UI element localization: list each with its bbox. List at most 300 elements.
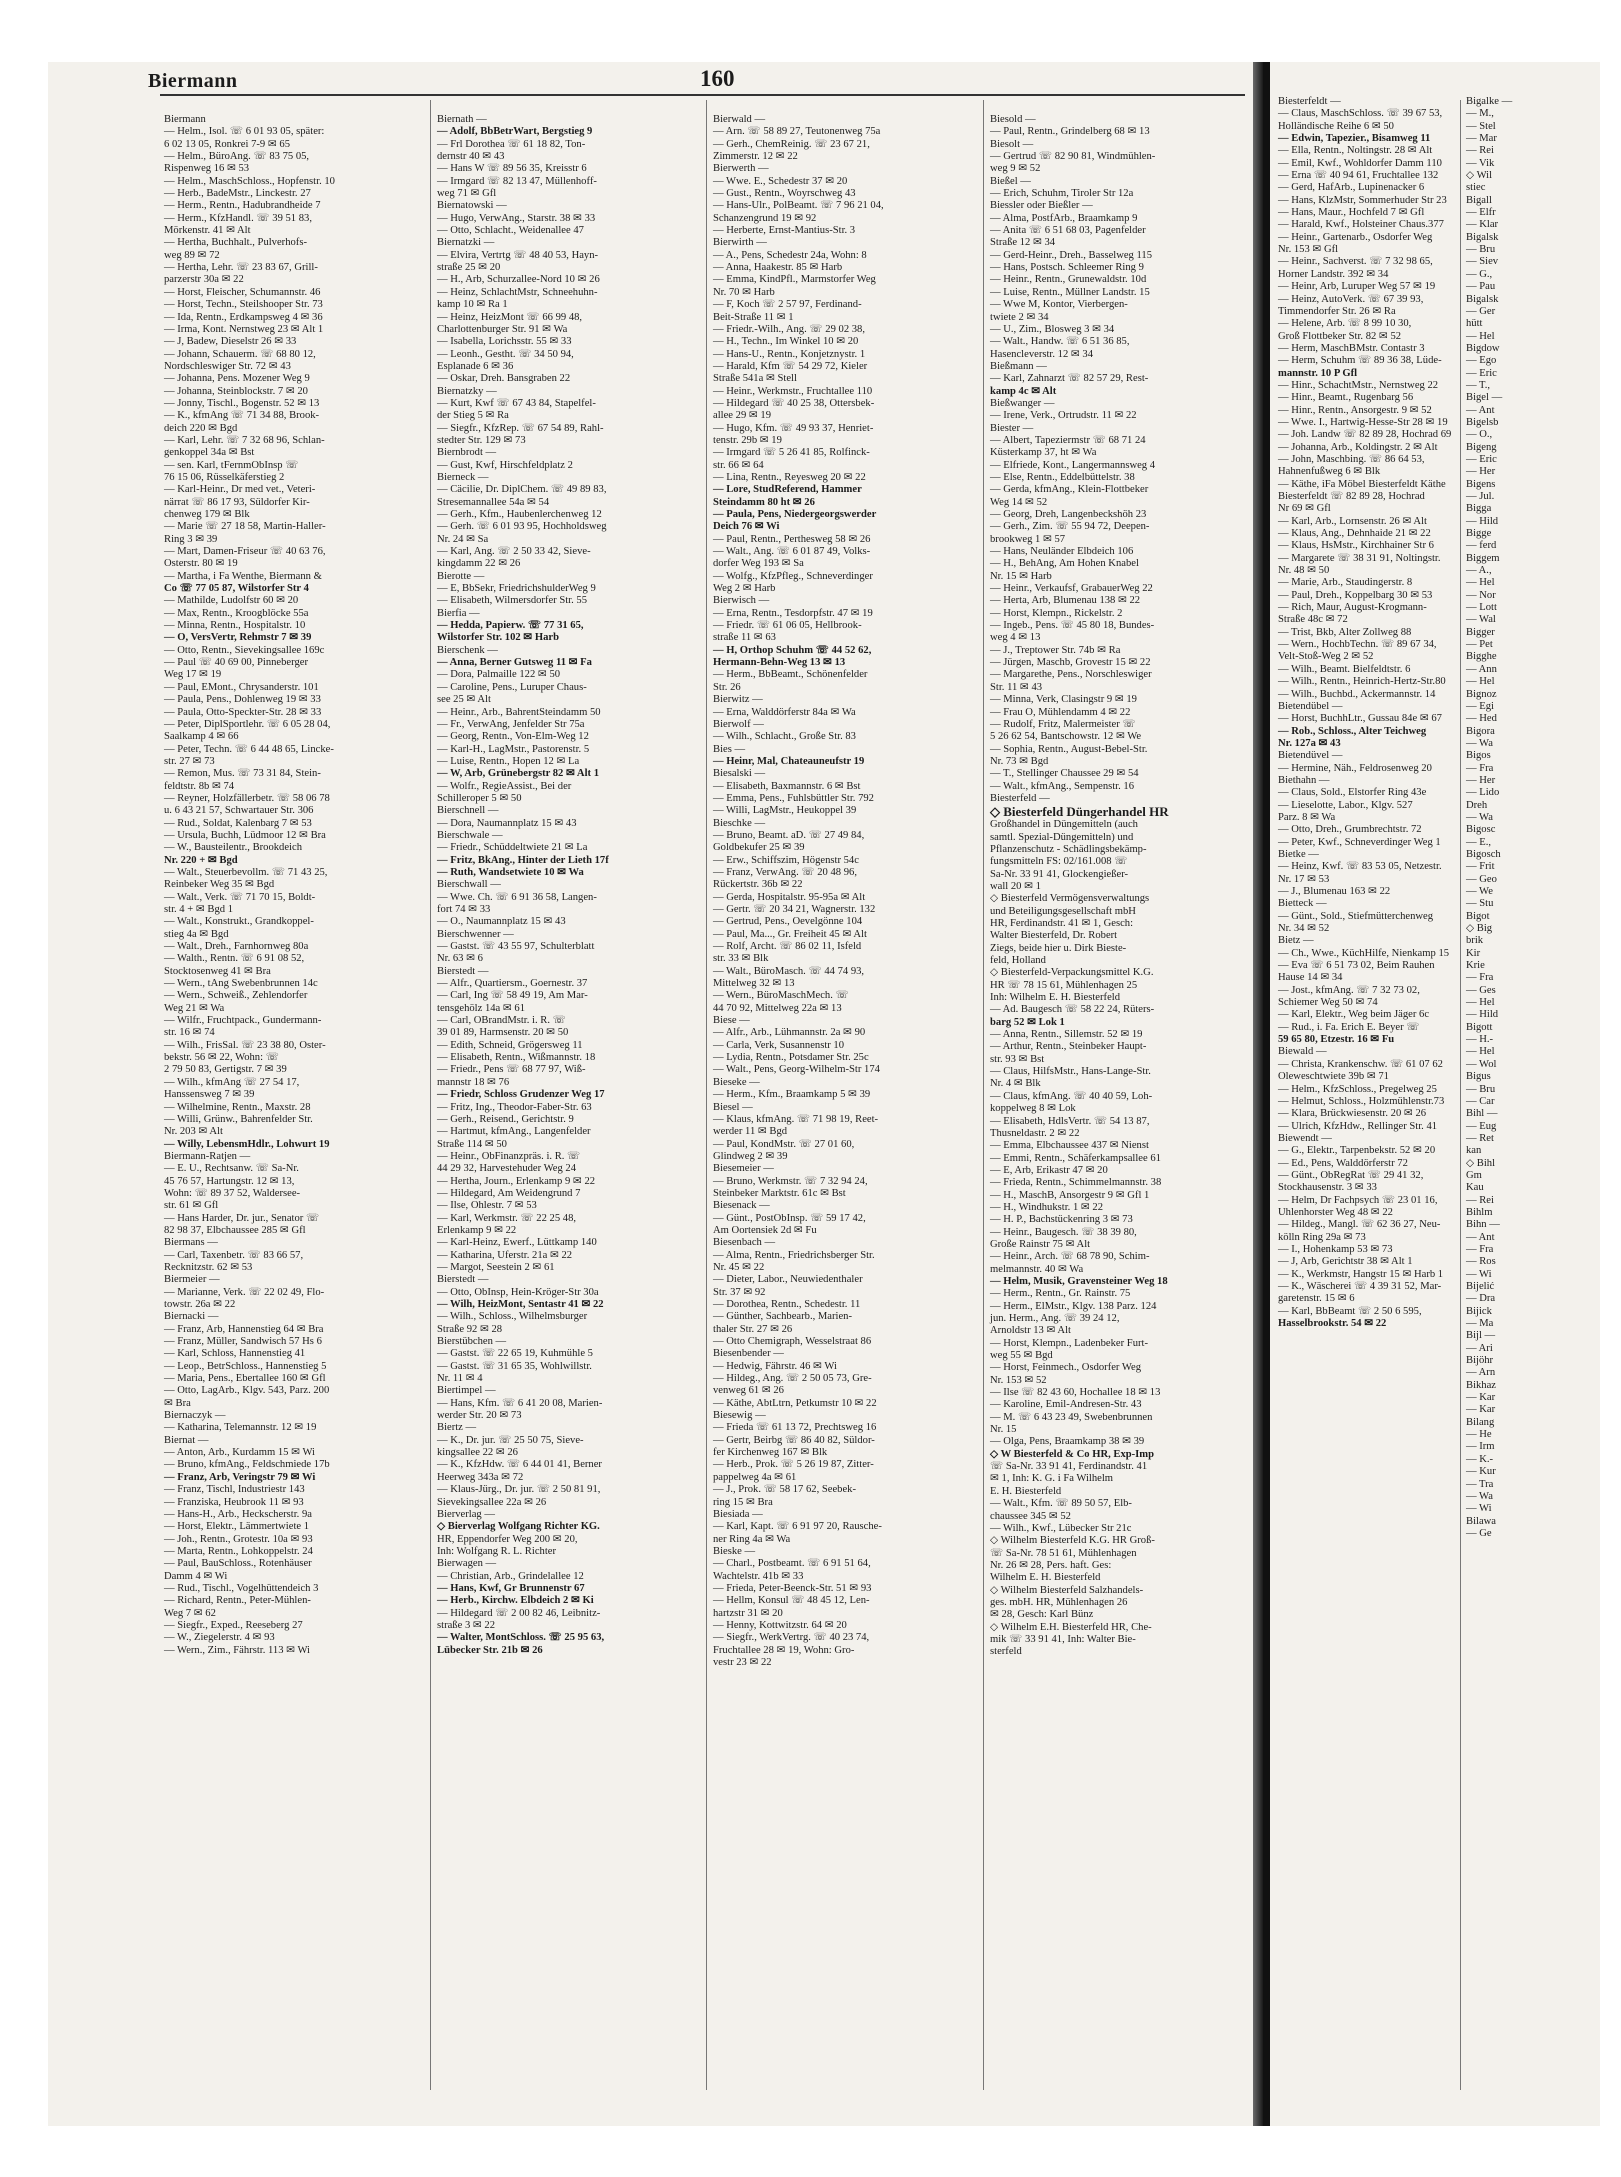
directory-entry-line: — Paul, Rentn., Grindelberg 68 ✉ 13 [990, 126, 1150, 138]
directory-entry-line: Sievekingsallee 22a ✉ 26 [437, 1496, 547, 1508]
directory-entry-line: — Richard, Rentn., Peter-Mühlen- [164, 1595, 311, 1607]
directory-entry-line: Inh: Wilhelm E. H. Biesterfeld [990, 992, 1121, 1004]
directory-entry-line: Bierwitz — [713, 694, 763, 706]
directory-entry-line: Bierwisch — [713, 595, 770, 607]
directory-entry-line: bekstr. 56 ✉ 22, Wohn: ☏ [164, 1052, 279, 1064]
directory-entry-line: Biesenack — [713, 1200, 770, 1212]
directory-entry-line: Rückertstr. 36b ✉ 22 [713, 879, 803, 891]
directory-entry-line: Bigelsb [1466, 416, 1499, 428]
directory-entry-line: — Walt., Pens, Georg-Wilhelm-Str 174 [713, 1064, 880, 1076]
directory-entry-line: — Minna, Verk, Clasingstr 9 ✉ 19 [990, 694, 1137, 706]
directory-entry-line: Biermans — [164, 1237, 218, 1249]
directory-entry-line: — Heinr., Gartenarb., Osdorfer Weg [1278, 231, 1433, 243]
directory-entry-line: — Wilhelmine, Rentn., Maxstr. 28 [164, 1101, 311, 1113]
directory-entry-line: — Gerd, HafArb., Lupinenacker 6 [1278, 182, 1425, 194]
directory-entry-line: — Johanna, Pens. Mozener Weg 9 [164, 373, 310, 385]
directory-entry-line: — Hel [1466, 676, 1495, 688]
directory-entry-line: E. H. Biesterfeld [990, 1485, 1062, 1497]
directory-entry-line: — Heinr., Verkaufsf, GrabauerWeg 22 [990, 583, 1153, 595]
directory-entry-line: — Johanna, Steinblockstr. 7 ✉ 20 [164, 385, 308, 397]
directory-entry-line: Hasencleverstr. 12 ✉ 34 [990, 348, 1094, 360]
directory-entry-line: — Dieter, Labor., Neuwiedenthaler [713, 1274, 863, 1286]
directory-entry-line: Bierwald — [713, 114, 766, 125]
directory-entry-line: — Herm., BbBeamt., Schönenfelder [713, 669, 868, 681]
directory-entry-line: garetenstr. 15 ✉ 6 [1278, 1293, 1355, 1305]
directory-entry-line: — Siev [1466, 256, 1499, 268]
directory-entry-line: — Karl, Elektr., Weg beim Jäger 6c [1278, 1009, 1430, 1021]
directory-entry-line: — Caroline, Pens., Luruper Chaus- [437, 681, 587, 693]
directory-entry-line: — H.- [1466, 1034, 1494, 1046]
directory-entry-line: — Minna, Rentn., Hospitalstr. 10 [164, 620, 306, 632]
directory-entry-line: — Gastst. ☏ 43 55 97, Schulterblatt [437, 941, 595, 953]
directory-entry-line: weg 71 ✉ Gfl [437, 188, 497, 200]
directory-entry-line: 2 79 50 83, Gertigstr. 7 ✉ 39 [164, 1064, 287, 1076]
directory-entry-line: — Walt., Handw. ☏ 6 51 36 85, [990, 336, 1130, 348]
directory-entry-line: str. 33 ✉ Blk [713, 953, 769, 965]
directory-entry-line: — Alfr., Quartiersm., Goernestr. 37 [437, 978, 588, 990]
directory-entry-line: — Paula, Otto-Speckter-Str. 28 ✉ 33 [164, 706, 322, 718]
directory-entry-line: — Ulrich, KfzHdw., Rellinger Str. 41 [1278, 1120, 1438, 1132]
directory-entry-line: — Claus, MaschSchloss. ☏ 39 67 53, [1278, 108, 1443, 120]
directory-entry-line: — Emma, Pens., Fuhlsbüttler Str. 792 [713, 792, 874, 804]
directory-entry-line: ✉ Bra [164, 1397, 191, 1409]
directory-entry-line: Hahnenfußweg 6 ✉ Blk [1278, 466, 1381, 478]
directory-entry-line: — Else, Rentn., Eddelbüttelstr. 38 [990, 471, 1135, 483]
directory-entry-line: Stresemannallee 54a ✉ 54 [437, 496, 550, 508]
directory-entry-line: — Margarete ☏ 38 31 91, Noltingstr. [1278, 552, 1441, 564]
directory-entry-line: — Fra [1466, 972, 1494, 984]
directory-entry-line: fer Kirchenweg 167 ✉ Blk [713, 1447, 828, 1459]
directory-entry-line: — Ros [1466, 1256, 1496, 1268]
directory-entry-line: — Otto, Rentn., Sievekingsallee 169c [164, 644, 325, 656]
directory-entry-line: — W, Arb, Grünebergstr 82 ✉ Alt 1 [437, 768, 600, 780]
directory-entry-line: — Horst, Klempn., Rickelstr. 2 [990, 607, 1123, 619]
directory-entry-line: — J, Badew, Dieselstr 26 ✉ 33 [164, 336, 297, 348]
directory-entry-line: — Oskar, Dreh. Bansgraben 22 [437, 373, 571, 385]
directory-entry-line: Bigalsk [1466, 231, 1499, 243]
directory-entry-line: — Lieselotte, Labor., Klgv. 527 [1278, 799, 1413, 811]
directory-entry-line: — Peter, Techn. ☏ 6 44 48 65, Lincke- [164, 743, 334, 755]
directory-entry-line: — Carl, Ing ☏ 58 49 19, Am Mar- [437, 990, 588, 1002]
directory-entry-line: — Heinz, HeizMont ☏ 66 99 48, [437, 311, 583, 323]
directory-entry-line: — Claus, Sold., Elstorfer Ring 43e [1278, 787, 1427, 799]
directory-entry-line: — Harald, Kwf., Holsteiner Chaus.377 [1278, 219, 1444, 231]
directory-entry-line: — Hans-H., Arb., Heckscherstr. 9a [164, 1508, 312, 1520]
directory-entry-line: Biernaczyk — [164, 1410, 226, 1422]
directory-entry-line: Nr. 220 + ✉ Bgd [164, 854, 238, 866]
directory-entry-line: — Hans, Neuländer Elbdeich 106 [990, 546, 1134, 558]
directory-entry-line: — Herta, Arb, Blumenau 138 ✉ 22 [990, 595, 1141, 607]
directory-entry-line: — Gertrud ☏ 82 90 81, Windmühlen- [990, 151, 1156, 163]
directory-entry-line: — Horst, Fleischer, Schumannstr. 46 [164, 286, 321, 298]
directory-entry-line: — Helmut, Schloss., Holzmühlenstr.73 [1278, 1095, 1445, 1107]
directory-entry-line: — Klara, Brückwiesenstr. 20 ✉ 26 [1278, 1108, 1427, 1120]
directory-entry-line: Bigeng [1466, 441, 1497, 453]
directory-entry-line: — W., Ziegelerstr. 4 ✉ 93 [164, 1632, 275, 1644]
directory-entry-line: Bigge [1466, 528, 1492, 540]
directory-entry-line: — Paul, Ma..., Gr. Freiheit 45 ✉ Alt [713, 928, 867, 940]
directory-entry-line: — Hartmut, kfmAng., Langenfelder [437, 1126, 591, 1138]
directory-entry-line: Biesterfeldt — [1278, 96, 1341, 107]
directory-entry-line: dorfer Weg 193 ✉ Sa [713, 558, 804, 570]
directory-entry-line: Biertimpel — [437, 1385, 496, 1397]
directory-entry-line: — Arn. ☏ 58 89 27, Teutonenweg 75a [713, 126, 881, 138]
directory-entry-line: — ferd [1466, 540, 1497, 552]
directory-entry-line: stedter Str. 129 ✉ 73 [437, 434, 526, 446]
directory-entry-line: — H. P., Bachstückenring 3 ✉ 73 [990, 1214, 1133, 1226]
directory-entry-line: — Rolf, Archt. ☏ 86 02 11, Isfeld [713, 941, 862, 953]
directory-entry-line: — Lydia, Rentn., Potsdamer Str. 25c [713, 1052, 869, 1064]
directory-entry-line: — Hinr., Rentn., Ansorgestr. 9 ✉ 52 [1278, 404, 1432, 416]
directory-entry-line: — Karl, Schloss, Hannenstieg 41 [164, 1348, 306, 1360]
directory-entry-line: — M. ☏ 6 43 23 49, Swebenbrunnen [990, 1411, 1153, 1423]
directory-entry-line: — Bru [1466, 1083, 1496, 1095]
directory-entry-line: — Wa [1466, 1490, 1493, 1502]
directory-entry-line: — Irma, Kont. Nernstweg 23 ✉ Alt 1 [164, 323, 324, 335]
directory-entry-line: — Paul, BauSchloss., Rotenhäuser [164, 1558, 312, 1570]
directory-entry-line: — Wilfr., Fruchtpack., Gundermann- [164, 1015, 322, 1027]
directory-entry-line: Mörkenstr. 41 ✉ Alt [164, 225, 251, 237]
directory-entry-line: Biesolt — [990, 138, 1034, 150]
directory-entry-line: Nr. 73 ✉ Bgd [990, 755, 1049, 767]
directory-entry-line: mannstr 18 ✉ 76 [437, 1076, 510, 1088]
directory-entry-line: Schiemer Weg 50 ✉ 74 [1278, 997, 1378, 1009]
directory-entry-line: Ziegs, beide hier u. Dirk Bieste- [990, 942, 1127, 954]
directory-entry-line: Nr. 11 ✉ 4 [437, 1373, 483, 1385]
directory-entry-line: Hause 14 ✉ 34 [1278, 972, 1343, 984]
directory-entry-line: — Walt., Konstrukt., Grandkoppel- [164, 916, 314, 928]
directory-entry-line: Nr. 48 ✉ 50 [1278, 565, 1330, 577]
directory-entry-line: 59 65 80, Etzestr. 16 ✉ Fu [1278, 1034, 1395, 1046]
directory-entry-line: Holländische Reihe 6 ✉ 50 [1278, 120, 1394, 132]
directory-entry-line: — Heinz, SchlachtMstr, Schneehuhn- [437, 286, 598, 298]
directory-entry-line: Damm 4 ✉ Wi [164, 1570, 228, 1582]
directory-entry-line: — Wwe. I., Hartwig-Hesse-Str 28 ✉ 19 [1278, 416, 1448, 428]
directory-entry-line: ner Ring 4a ✉ Wa [713, 1533, 791, 1545]
directory-entry-line: 39 01 89, Harmsenstr. 20 ✉ 50 [437, 1027, 569, 1039]
directory-entry-line: Deich 76 ✉ Wi [713, 521, 780, 533]
directory-entry-line: Nr. 24 ✉ Sa [437, 533, 489, 545]
directory-entry-line: — Lott [1466, 602, 1497, 614]
page-gutter [1253, 62, 1263, 2126]
directory-entry-line: — Elvira, Vertrtg ☏ 48 40 53, Hayn- [437, 249, 599, 261]
directory-entry-line: mannstr. 10 P Gfl [1278, 367, 1358, 379]
directory-entry-line: — A., [1466, 565, 1492, 577]
directory-entry-line: Nr. 26 ✉ 28, Pers. haft. Ges: [990, 1559, 1112, 1571]
directory-entry-line: — Gastst. ☏ 22 65 19, Kuhmühle 5 [437, 1348, 593, 1360]
directory-entry-line: — Carl, Taxenbetr. ☏ 83 66 57, [164, 1249, 304, 1261]
directory-entry-line: Bihlm [1466, 1206, 1493, 1218]
directory-entry-line: ◇ Wilhelm E.H. Biesterfeld HR, Che- [990, 1621, 1152, 1633]
directory-entry-line: — Irm [1466, 1441, 1495, 1453]
directory-entry-line: — Peter, Kwf., Schneverdinger Weg 1 [1278, 836, 1441, 848]
directory-entry-line: Biesiada — [713, 1508, 763, 1520]
directory-entry-line: — Hildegard ☏ 40 25 38, Ottersbek- [713, 397, 875, 409]
directory-entry-line: — Franz, Tischl, Industriestr 143 [164, 1484, 305, 1496]
directory-entry-line: Bigott [1466, 1021, 1493, 1033]
directory-entry-line: — J., Prok. ☏ 58 17 62, Seebek- [713, 1484, 857, 1496]
directory-entry-line: — Anita ☏ 6 51 68 03, Pagenfelder [990, 225, 1146, 237]
directory-entry-line: — Vik [1466, 157, 1495, 169]
directory-entry-line: ☏ Sa-Nr. 33 91 41, Ferdinandstr. 41 [990, 1461, 1148, 1473]
directory-entry-line: — Trist, Bkb, Alter Zollweg 88 [1278, 626, 1412, 638]
directory-entry-line: — Ann [1466, 663, 1497, 675]
directory-entry-line: Bießmann — [990, 360, 1047, 372]
directory-entry-line: Hermann-Behn-Weg 13 ✉ 13 [713, 657, 846, 669]
directory-entry-line: — Siegfr., WerkVertrg. ☏ 40 23 74, [713, 1632, 870, 1644]
directory-entry-line: — Margot, Seestein 2 ✉ 61 [437, 1261, 555, 1273]
directory-entry-line: — Marta, Rentn., Lohkoppelstr. 24 [164, 1545, 313, 1557]
directory-entry-line: Biewald — [1278, 1046, 1327, 1058]
directory-entry-line: Schanzengrund 19 ✉ 92 [713, 212, 817, 224]
directory-entry-line: Biessler oder Bießler — [990, 200, 1093, 212]
directory-entry-line: — Leop., BetrSchloss., Hannenstieg 5 [164, 1360, 327, 1372]
directory-entry-line: — Franz, Arb, Hannenstieg 64 ✉ Bra [164, 1323, 324, 1335]
directory-entry-line: — Edwin, Tapezier., Bisamweg 11 [1278, 133, 1431, 145]
directory-entry-line: Beit-Straße 11 ✉ 1 [713, 311, 794, 323]
directory-entry-line: — Olga, Pens, Braamkamp 38 ✉ 39 [990, 1436, 1145, 1448]
directory-entry-line: Biesterfeldt ☏ 82 89 28, Hochrad [1278, 491, 1425, 502]
directory-entry-line: — Martha, i Fa Wenthe, Biermann & [164, 570, 322, 582]
directory-entry-line: — Wilh., Buchbd., Ackermannstr. 14 [1278, 688, 1436, 700]
directory-entry-line: — Johann, Schauerm. ☏ 68 80 12, [164, 348, 316, 360]
directory-entry-line: Bietke — [1278, 848, 1319, 860]
directory-entry-line: und Beteiligungsgesellschaft mbH [990, 905, 1136, 917]
directory-entry-line: — Car [1466, 1095, 1495, 1107]
directory-entry-line: Co ☏ 77 05 87, Wilstorfer Str 4 [164, 583, 309, 595]
directory-entry-line: — Rei [1466, 1194, 1494, 1206]
directory-entry-line: — Hildeg., Ang. ☏ 2 50 05 73, Gre- [713, 1373, 872, 1385]
directory-entry-line: weg 89 ✉ 72 [164, 249, 220, 261]
directory-entry-line: — Heinr, Mal, Chateauneufstr 19 [713, 755, 865, 767]
directory-entry-line: feldtstr. 8b ✉ 74 [164, 780, 235, 792]
directory-entry-line: — Joh., Rentn., Grotestr. 10a ✉ 93 [164, 1533, 313, 1545]
directory-entry-line: — Horst, Klempn., Ladenbeker Furt- [990, 1337, 1148, 1349]
directory-entry-line: wall 20 ✉ 1 [990, 880, 1041, 892]
directory-entry-line: — Herb., BadeMstr., Linckestr. 27 [164, 188, 311, 200]
directory-entry-line: Nr. 15 ✉ Harb [990, 570, 1052, 582]
directory-entry-line: — Wilh., Rentn., Heinrich-Hertz-Str.80 [1278, 676, 1446, 688]
directory-entry-line: — Frieda, Rentn., Schimmelmannstr. 38 [990, 1177, 1162, 1189]
directory-entry-line: — Emma, KindPfl., Marmstorfer Weg [713, 274, 876, 286]
directory-entry-line: — Hans-Ulr., PolBeamt. ☏ 7 96 21 04, [713, 200, 884, 212]
directory-entry-line: — Klaus, HsMstr., Kirchhainer Str 6 [1278, 540, 1434, 552]
directory-entry-line: brik [1466, 935, 1484, 947]
directory-entry-line: Biernath — [437, 114, 487, 125]
directory-entry-line: — Heinr., Werkmstr., Fruchtallee 110 [713, 385, 873, 397]
directory-entry-line: — Alma, PostfArb., Braamkamp 9 [990, 212, 1138, 224]
directory-entry-line: — Sophia, Rentn., August-Bebel-Str. [990, 743, 1148, 755]
directory-entry-line: — Emma, Elbchaussee 437 ✉ Nienst [990, 1140, 1149, 1152]
directory-entry-line: — Paul ☏ 40 69 00, Pinneberger [164, 657, 308, 669]
directory-entry-line: — Rud., Soldat, Kalenbarg 7 ✉ 53 [164, 817, 312, 829]
directory-entry-line: str. 4 + ✉ Bgd 1 [164, 904, 234, 915]
directory-entry-line: tensgehölz 14a ✉ 61 [437, 1002, 526, 1014]
directory-entry-line: — Gertrud, Pens., Oevelgönne 104 [713, 916, 863, 928]
directory-entry-line: — Her [1466, 774, 1496, 786]
directory-entry-line: — Ad. Baugesch ☏ 58 22 24, Rüters- [990, 1004, 1155, 1016]
directory-entry-line: Wachtelstr. 41b ✉ 33 [713, 1570, 804, 1582]
directory-entry-line: Nr. 4 ✉ Blk [990, 1078, 1041, 1090]
directory-entry-line: — Friedr., Schüddeltwiete 21 ✉ La [437, 842, 588, 854]
directory-entry-line: — Gerh., Kfm., Haubenlerchenweg 12 [437, 509, 602, 520]
directory-entry-line: — Ge [1466, 1527, 1492, 1539]
directory-entry-line: — Hans, KlzMstr, Sommerhuder Str 23 [1278, 194, 1447, 206]
directory-entry-line: — G., Elektr., Tarpenbekstr. 52 ✉ 20 [1278, 1145, 1436, 1157]
directory-entry-line: — Gust, Kwf, Hirschfeldplatz 2 [437, 459, 573, 471]
directory-entry-line: Arnoldstr 13 ✉ Alt [990, 1325, 1071, 1337]
directory-entry-line: Bietendübel — [1278, 700, 1343, 712]
directory-entry-line: — Emmi, Rentn., Schäferkampsallee 61 [990, 1152, 1161, 1164]
directory-entry-line: Mittelweg 32 ✉ 13 [713, 978, 795, 990]
directory-entry-line: — Karoline, Emil-Andresen-Str. 43 [990, 1399, 1142, 1411]
directory-entry-line: Bigghe [1466, 651, 1497, 663]
directory-entry-line: Bigora [1466, 725, 1495, 737]
directory-entry-line: weg 4 ✉ 13 [990, 632, 1041, 644]
directory-entry-line: Biermann-Ratjen — [164, 1150, 251, 1162]
directory-entry-line: Kau [1466, 1182, 1484, 1194]
directory-entry-line: ✉ 28, Gesch: Karl Bünz [990, 1609, 1094, 1621]
directory-entry-line: — Herm., Rentn., Gr. Rainstr. 75 [990, 1288, 1131, 1300]
directory-entry-line: — Wolfr., RegieAssist., Bei der [437, 780, 572, 792]
directory-entry-line: Lübecker Str. 21b ✉ 26 [437, 1644, 543, 1656]
directory-entry-line: Biesold — [990, 114, 1036, 125]
directory-entry-line: — Karl-Heinr., Dr med vet., Veteri- [164, 484, 316, 496]
directory-entry-line: HR, Eppendorfer Weg 200 ✉ 20, [437, 1533, 578, 1545]
directory-entry-line: Straße 114 ✉ 50 [437, 1138, 507, 1150]
directory-entry-line: sterfeld [990, 1646, 1022, 1658]
directory-entry-line: — Wern., HochbTechn. ☏ 89 67 34, [1278, 639, 1437, 651]
directory-entry-line: — Jürgen, Maschb, Grovestr 15 ✉ 22 [990, 657, 1151, 669]
directory-entry-line: — Frieda ☏ 61 13 72, Prechtsweg 16 [713, 1422, 877, 1434]
directory-entry-line: — Marianne, Verk. ☏ 22 02 49, Flo- [164, 1286, 325, 1298]
directory-entry-line: — T., Stellinger Chaussee 29 ✉ 54 [990, 768, 1139, 780]
header-rule [160, 94, 1245, 96]
directory-entry-line: — Anna, Haakestr. 85 ✉ Harb [713, 262, 843, 274]
directory-entry-line: ring 15 ✉ Bra [713, 1496, 773, 1508]
directory-entry-line: Biermeier — [164, 1274, 220, 1286]
directory-entry-line: Bietteck — [1278, 898, 1327, 910]
directory-entry-line: — Paula, Pens., Dohlenweg 19 ✉ 33 [164, 694, 321, 706]
directory-entry-line: — Karl, Ang. ☏ 2 50 33 42, Sieve- [437, 546, 591, 558]
directory-entry-line: — Wern., Schweiß., Zehlendorfer [164, 990, 308, 1002]
column-divider [706, 100, 707, 2090]
directory-entry-line: — Hellm, Konsul ☏ 48 45 12, Len- [713, 1595, 870, 1607]
directory-entry-line: — Helm., Isol. ☏ 6 01 93 05, später: [164, 126, 325, 138]
directory-entry-line: Bigosch [1466, 848, 1501, 860]
directory-entry-line: Parz. 8 ✉ Wa [1278, 811, 1336, 823]
directory-entry-line: — He [1466, 1429, 1492, 1441]
directory-entry-line: — Helene, Arb. ☏ 8 99 10 30, [1278, 318, 1412, 330]
directory-entry-line: stiec [1466, 182, 1486, 194]
directory-entry-line: — K., kfmAng ☏ 71 34 88, Brook- [164, 410, 320, 422]
directory-entry-line: — K., Wäscherei ☏ 4 39 31 52, Mar- [1278, 1281, 1442, 1292]
directory-entry-line: — Ursula, Buchh, Lüdmoor 12 ✉ Bra [164, 829, 326, 841]
directory-entry-line: ◇ Biesterfeld Düngerhandel HR [990, 804, 1169, 820]
directory-entry-line: — Her [1466, 466, 1496, 478]
directory-entry-line: — Horst, BuchhLtr., Gussau 84e ✉ 67 [1278, 713, 1442, 725]
directory-entry-line: — We [1466, 886, 1493, 897]
directory-entry-line: Bierstedt — [437, 1274, 489, 1286]
directory-entry-line: — Claus, kfmAng. ☏ 40 40 59, Loh- [990, 1090, 1153, 1102]
directory-entry-line: melmannstr. 40 ✉ Wa [990, 1263, 1084, 1275]
directory-entry-line: — Luise, Rentn., Hopen 12 ✉ La [437, 755, 580, 767]
directory-entry-line: — J., Treptower Str. 74b ✉ Ra [990, 644, 1121, 656]
directory-entry-line: — Frl Dorothea ☏ 61 18 82, Ton- [437, 138, 586, 150]
directory-entry-line: — Hans-U., Rentn., Konjetznystr. 1 [713, 348, 866, 360]
directory-entry-line: Bierstübchen — [437, 1336, 507, 1348]
directory-entry-line: — Wa [1466, 811, 1493, 823]
directory-entry-line: — Ego [1466, 355, 1497, 367]
directory-entry-line: — Dora, Naumannplatz 15 ✉ 43 [437, 817, 577, 829]
directory-entry-line: — Paul, Rentn., Perthesweg 58 ✉ 26 [713, 533, 871, 545]
directory-entry-line: — Herm, Schuhm ☏ 89 36 38, Lüde- [1278, 355, 1442, 367]
directory-entry-line: Bihn — [1466, 1219, 1500, 1231]
directory-entry-line: — Luise, Rentn., Müllner Landstr. 15 [990, 286, 1150, 298]
directory-entry-line: — Christian, Arb., Grindelallee 12 [437, 1570, 584, 1582]
directory-entry-line: — O., Naumannplatz 15 ✉ 43 [437, 916, 566, 928]
directory-entry-line: — Fra [1466, 1243, 1494, 1255]
directory-entry-line: — Stu [1466, 898, 1494, 910]
directory-entry-line: — Friedr. ☏ 61 06 05, Hellbrook- [713, 620, 862, 632]
directory-column-2 [437, 114, 697, 2104]
directory-entry-line: — Stel [1466, 120, 1496, 132]
column-divider [430, 100, 431, 2090]
directory-entry-line: — Friedr, Schloss Grudenzer Weg 17 [437, 1089, 605, 1101]
directory-entry-line: weg 55 ✉ Bgd [990, 1350, 1053, 1362]
directory-entry-line: Straße 12 ✉ 34 [990, 237, 1056, 249]
directory-entry-line: kölln Ring 29a ✉ 73 [1278, 1231, 1366, 1243]
directory-entry-line: — H., Arb, Schurzallee-Nord 10 ✉ 26 [437, 274, 600, 286]
directory-entry-line: — J, Arb, Gerichtstr 38 ✉ Alt 1 [1278, 1256, 1413, 1268]
directory-entry-line: Erlenkamp 9 ✉ 22 [437, 1224, 517, 1236]
directory-entry-line: str. 61 ✉ Gfl [164, 1200, 219, 1212]
directory-entry-line: — Ger [1466, 305, 1496, 317]
directory-entry-line: — Georg, Dreh, Langenbeckshöh 23 [990, 509, 1147, 520]
directory-entry-line: — Wa [1466, 737, 1493, 749]
directory-entry-line: — Elfr [1466, 207, 1496, 219]
directory-entry-line: — Günt., ObRegRat ☏ 29 41 32, [1278, 1169, 1424, 1181]
directory-entry-line: — Gust., Rentn., Woyrschweg 43 [713, 188, 856, 200]
directory-entry-line: ◇ Bihl [1466, 1157, 1496, 1169]
directory-entry-line: — K., Dr. jur. ☏ 25 50 75, Sieve- [437, 1434, 584, 1446]
directory-entry-line: Stocktosenweg 41 ✉ Bra [164, 965, 271, 977]
directory-entry-line: — Wilh., Schloss., Wilhelmsburger [437, 1311, 588, 1323]
directory-entry-line: — Lido [1466, 787, 1500, 799]
directory-entry-line: Bierwirth — [713, 237, 767, 249]
directory-entry-line: Bierwagen — [437, 1558, 497, 1570]
directory-entry-line: brookweg 1 ✉ 57 [990, 533, 1066, 545]
directory-entry-line: Bignoz [1466, 688, 1497, 700]
directory-entry-line: — Walter, MontSchloss. ☏ 25 95 63, [437, 1632, 605, 1644]
directory-entry-line: — H, Orthop Schuhm ☏ 44 52 62, [713, 644, 872, 656]
directory-entry-line: straße 11 ✉ 63 [713, 632, 776, 644]
directory-entry-line: parzerstr 30a ✉ 22 [164, 274, 244, 286]
directory-entry-line: — Wern., tAng Swebenbrunnen 14c [164, 978, 318, 990]
directory-entry-line: 5 26 62 54, Bantschowstr. 12 ✉ We [990, 731, 1142, 743]
directory-entry-line: — Ingeb., Pens. ☏ 45 80 18, Bundes- [990, 620, 1155, 632]
directory-entry-line: — Willi, LagMstr., Heukoppel 39 [713, 805, 857, 817]
column-divider [983, 100, 984, 2090]
directory-entry-line: Schilleroper 5 ✉ 50 [437, 792, 522, 804]
directory-entry-line: — Christa, Krankenschw. ☏ 61 07 62 [1278, 1058, 1443, 1070]
directory-entry-line: — Heinz, AutoVerk. ☏ 67 39 93, [1278, 293, 1424, 305]
directory-entry-line: Bijöhr [1466, 1355, 1494, 1367]
directory-entry-line: — Hertha, Buchhalt., Pulverhofs- [164, 237, 307, 249]
directory-entry-line: — Hel [1466, 330, 1495, 342]
directory-entry-line: — Tra [1466, 1478, 1494, 1490]
directory-entry-line: — Fra [1466, 762, 1494, 774]
